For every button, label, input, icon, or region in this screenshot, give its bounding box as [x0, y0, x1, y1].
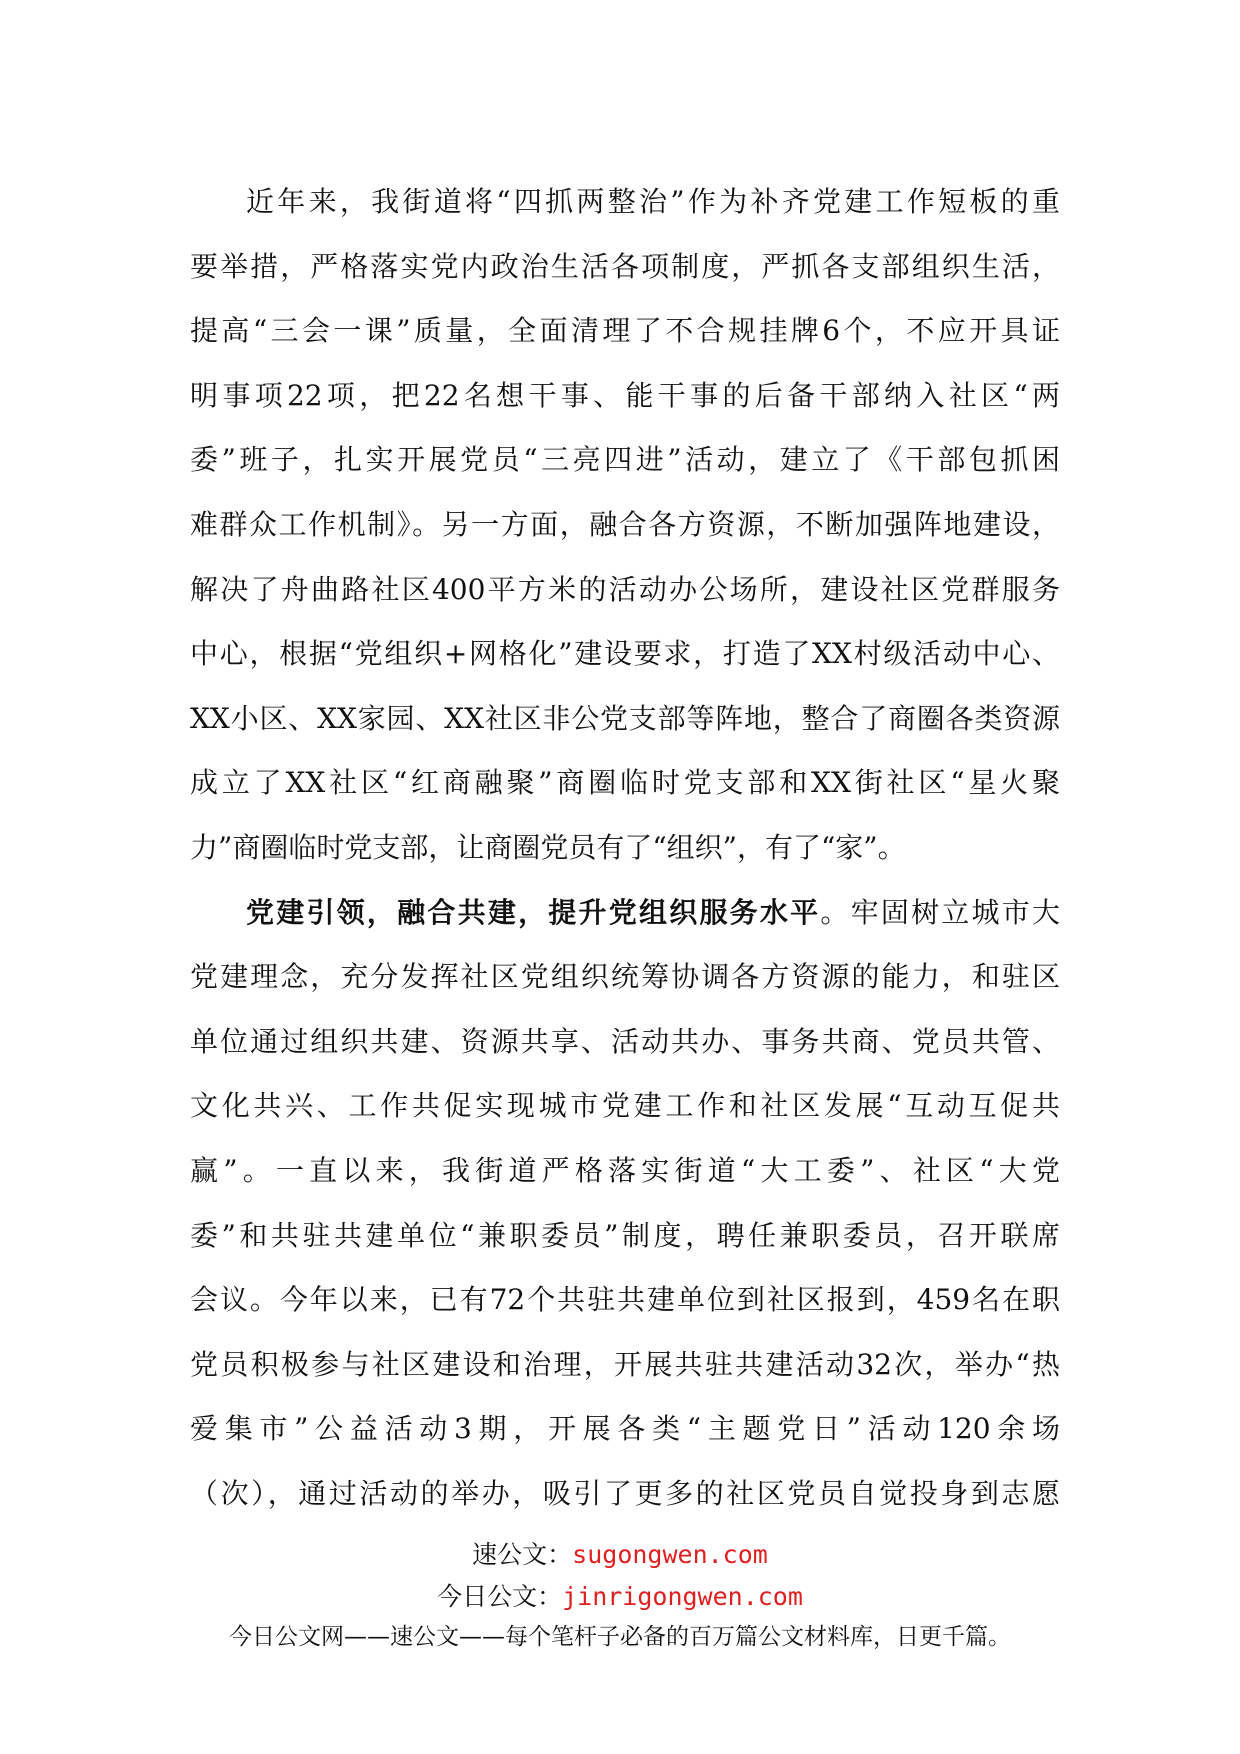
- footer-jinrigongwen-label: 今日公文：: [437, 1582, 563, 1611]
- footer-sugongwen-link[interactable]: sugongwen.com: [572, 1540, 768, 1569]
- paragraph-2-line-1: 党建引领，融合共建，提升党组织服务水平。牢固树立城市大: [246, 895, 1060, 929]
- footer-jinrigongwen: [0, 1577, 1240, 1613]
- paragraph-2-line-7: 会议。今年以来，已有72个共驻共建单位到社区报到，459名在职: [190, 1283, 1060, 1317]
- footer-sugongwen: [0, 1535, 1240, 1571]
- paragraph-2-line-8: 党员积极参与社区建设和治理，开展共驻共建活动32次，举办“热: [190, 1347, 1060, 1381]
- section-heading: 党建引领，融合共建，提升党组织服务水平: [246, 895, 821, 929]
- paragraph-2-line-10: （次），通过活动的举办，吸引了更多的社区党员自觉投身到志愿: [190, 1476, 1060, 1510]
- footer-tagline: 今日公文网——速公文——每个笔杆子必备的百万篇公文材料库，日更千篇。: [229, 1624, 1011, 1650]
- paragraph-1-line-11: 力”商圈临时党支部，让商圈党员有了“组织”，有了“家”。: [190, 830, 906, 864]
- document-body: [190, 170, 1060, 1526]
- paragraph-1-line-1: 近年来，我街道将“四抓两整治”作为补齐党建工作短板的重: [246, 185, 1060, 218]
- paragraph-1-line-9: XX小区、XX家园、XX社区非公党支部等阵地，整合了商圈各类资源: [190, 701, 1060, 735]
- footer-jinrigongwen-link[interactable]: jinrigongwen.com: [562, 1582, 803, 1611]
- paragraph-1-line-10: 成立了XX社区“红商融聚”商圈临时党支部和XX街社区“星火聚: [190, 766, 1060, 800]
- paragraph-2-line-5: 赢”。一直以来，我街道严格落实街道“大工委”、社区“大党: [190, 1153, 1060, 1187]
- footer-sugongwen-label: 速公文：: [472, 1540, 573, 1569]
- paragraph-2-line-9: 爱集市”公益活动3期，开展各类“主题党日”活动120余场: [190, 1412, 1060, 1446]
- paragraph-2-line-6: 委”和共驻共建单位“兼职委员”制度，聘任兼职委员，召开联席: [190, 1218, 1060, 1252]
- paragraph-1-line-3: 提高“三会一课”质量，全面清理了不合规挂牌6个，不应开具证: [190, 314, 1060, 348]
- paragraph-1-line-2: 要举措，严格落实党内政治生活各项制度，严抓各支部组织生活，: [190, 249, 1060, 283]
- paragraph-1-line-6: 难群众工作机制》。另一方面，融合各方资源，不断加强阵地建设，: [190, 507, 1060, 541]
- paragraph-1-line-8: 中心，根据“党组织+网格化”建设要求，打造了XX村级活动中心、: [190, 637, 1060, 671]
- paragraph-1-line-4: 明事项22项，把22名想干事、能干事的后备干部纳入社区“两: [190, 378, 1060, 412]
- paragraph-1-line-5: 委”班子，扎实开展党员“三亮四进”活动，建立了《干部包抓困: [190, 443, 1060, 477]
- paragraph-2-line-3: 单位通过组织共建、资源共享、活动共办、事务共商、党员共管、: [190, 1024, 1060, 1058]
- paragraph-1-line-7: 解决了舟曲路社区400平方米的活动办公场所，建设社区党群服务: [190, 572, 1060, 606]
- paragraph-2-line-4: 文化共兴、工作共促实现城市党建工作和社区发展“互动互促共: [190, 1089, 1060, 1123]
- paragraph-2-line-2: 党建理念，充分发挥社区党组织统筹协调各方资源的能力，和驻区: [190, 960, 1060, 994]
